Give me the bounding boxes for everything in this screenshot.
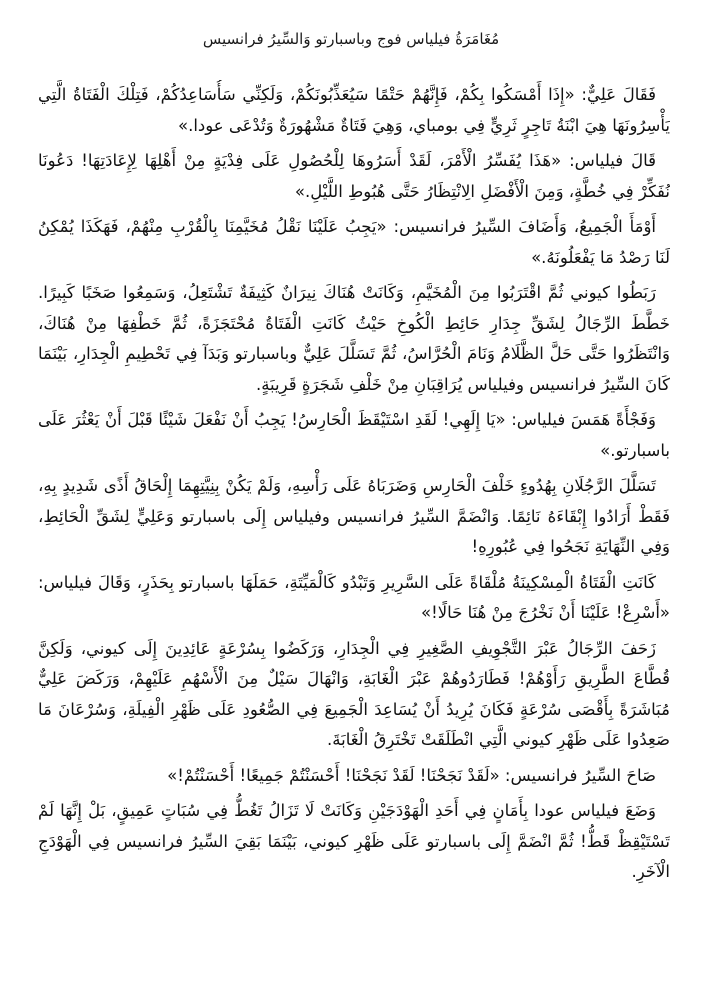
paragraph: رَبَطُوا كيوني ثُمَّ اقْتَرَبُوا مِنَ الْمُخَيَّمِ، وَكَانَتْ هُنَاكَ نِيرَانٌ كَثِيفَةٌ تَشْتَعِلُ، وَسَمِعُوا صَخَبًا كَبِيرًا. خَطَّطَ الرِّجَالُ لِشَقِّ جِدَارِ حَائِطِ الْكُوخِ حَيْثُ كَانَتِ الْفَتَاةُ مُحْتَجَزَةً، ثُمَّ خَطْفِهَا مِنْ هُنَاكَ، وَانْتَظَرُوا حَتَّى حَلَّ الظَّلَامُ وَنَامَ الْحُرَّاسُ، ثُمَّ تَسَلَّلَ عَلِيٌّ وباسبارتو وَبَدَآ فِي تَحْطِيمِ الْجِدَارِ، بَيْنَمَا كَانَ السِّيرُ فرانسيس وفيلياس يُرَاقِبَانِ مِنْ خَلْفِ شَجَرَةٍ قَرِيبَةٍ. — [38, 283, 670, 394]
paragraph: زَحَفَ الرِّجَالُ عَبْرَ التَّجْوِيفِ الصَّغِيرِ فِي الْجِدَارِ، وَرَكَضُوا بِسُرْعَةٍ عَائِدِينَ إِلَى كيوني، وَلَكِنَّ قُطَّاعَ الطَّرِيقِ رَأَوْهُمْ! فَطَارَدُوهُمْ عَبْرَ الْغَابَةِ، وَانْهَالَ سَيْلٌ مِنَ الْأَسْهُمِ عَلَيْهِمْ، وَرَكَضَ عَلِيٌّ مُبَاشَرَةً بِأَقْصَى سُرْعَةٍ فَكَانَ يُرِيدُ أَنْ يُسَاعِدَ الْجَمِيعَ فِي الصُّعُودِ عَلَى ظَهْرِ الْفِيلَةِ، وَسُرْعَانَ مَا صَعِدُوا عَلَى ظَهْرِ كيوني الَّتِي انْطَلَقَتْ تَخْتَرِقُ الْغَابَةَ. — [38, 638, 670, 749]
body-text — [38, 80, 670, 980]
paragraph: وَضَعَ فيلياس عودا بِأَمَانٍ فِي أَحَدِ الْهَوْدَجَيْنِ وَكَانَتْ لَا تَزَالُ تَغُطُّ فِي سُبَاتٍ عَمِيقٍ، بَلْ إِنَّهَا لَمْ تَسْتَيْقِظْ قَطُّ! ثُمَّ انْضَمَّ إِلَى باسبارتو عَلَى ظَهْرِ كيوني، بَيْنَمَا بَقِيَ السِّيرُ فرانسيس فِي الْهَوْدَجِ الْآخَرِ. — [38, 801, 670, 881]
running-header: مُغَامَرَةُ فيلياس فوج وباسبارتو وَالسِّيرُ فرانسيس — [202, 30, 500, 48]
paragraph: فَقَالَ عَلِيٌّ: «إِذَا أَمْسَكُوا بِكُمْ، فَإِنَّهُمْ حَتْمًا سَيُعَذِّبُونَكُمْ، وَلَكِنِّي سَأُسَاعِدُكُمْ، فَتِلْكَ الْفَتَاةُ الَّتِي يَأْسِرُونَهَا هِيَ ابْنَةُ تَاجِرٍ ثَرِيٍّ فِي بومباي، وَهِيَ فَتَاةٌ مَشْهُورَةٌ وَتُدْعَى عودا.» — [38, 85, 670, 135]
paragraph: قَالَ فيلياس: «هَذَا يُفَسِّرُ الْأَمْرَ، لَقَدْ أَسَرُوهَا لِلْحُصُولِ عَلَى فِدْيَةٍ مِنْ أَهْلِهَا لِإِعَادَتِهَا! دَعُونَا نُفَكِّرْ فِي خُطَّةٍ، وَمِنَ الْأَفْضَلِ الِانْتِظَارُ حَتَّى هُبُوطِ اللَّيْلِ.» — [38, 151, 670, 201]
paragraph: وَفَجْأَةً هَمَسَ فيلياس: «يَا إِلَهِي! لَقَدِ اسْتَيْقَظَ الْحَارِسُ! يَجِبُ أَنْ نَفْعَلَ شَيْئًا قَبْلَ أَنْ يَعْثُرَ عَلَى باسبارتو.» — [38, 410, 670, 460]
paragraph: صَاحَ السِّيرُ فرانسيس: «لَقَدْ نَجَحْنَا! لَقَدْ نَجَحْنَا! أَحْسَنْتُمْ جَمِيعًا! أَحْسَنْتُمْ!» — [167, 765, 656, 785]
paragraph: كَانَتِ الْفَتَاةُ الْمِسْكِينَةُ مُلْقَاةً عَلَى السَّرِيرِ وَتَبْدُو كَالْمَيِّتَةِ، حَمَلَهَا باسبارتو بِحَذَرٍ، وَقَالَ فيلياس: «أَسْرِعْ! عَلَيْنَا أَنْ نَخْرُجَ مِنْ هُنَا حَالًا!» — [38, 572, 670, 622]
paragraph: أَوْمَأَ الْجَمِيعُ، وَأَضَافَ السِّيرُ فرانسيس: «يَجِبُ عَلَيْنَا نَقْلُ مُخَيَّمِنَا بِالْقُرْبِ مِنْهُمْ، فَهَكَذَا يُمْكِنُ لَنَا رَصْدُ مَا يَفْعَلُونَهُ.» — [38, 217, 670, 267]
paragraph: تَسَلَّلَ الرَّجُلَانِ بِهُدُوءٍ خَلْفَ الْحَارِسِ وَضَرَبَاهُ عَلَى رَأْسِهِ، وَلَمْ يَكُنْ بِنِيَّتِهِمَا إِلْحَاقُ أَذًى شَدِيدٍ بِهِ، فَقَطْ أَرَادُوا إِبْقَاءَهُ نَائِمًا. وَانْضَمَّ السِّيرُ فرانسيس وفيلياس إِلَى باسبارتو وَعَلِيٍّ لِشَقِّ الْحَائِطِ، وَفِي النِّهَايَةِ نَجَحُوا فِي عُبُورِهِ! — [38, 476, 670, 556]
